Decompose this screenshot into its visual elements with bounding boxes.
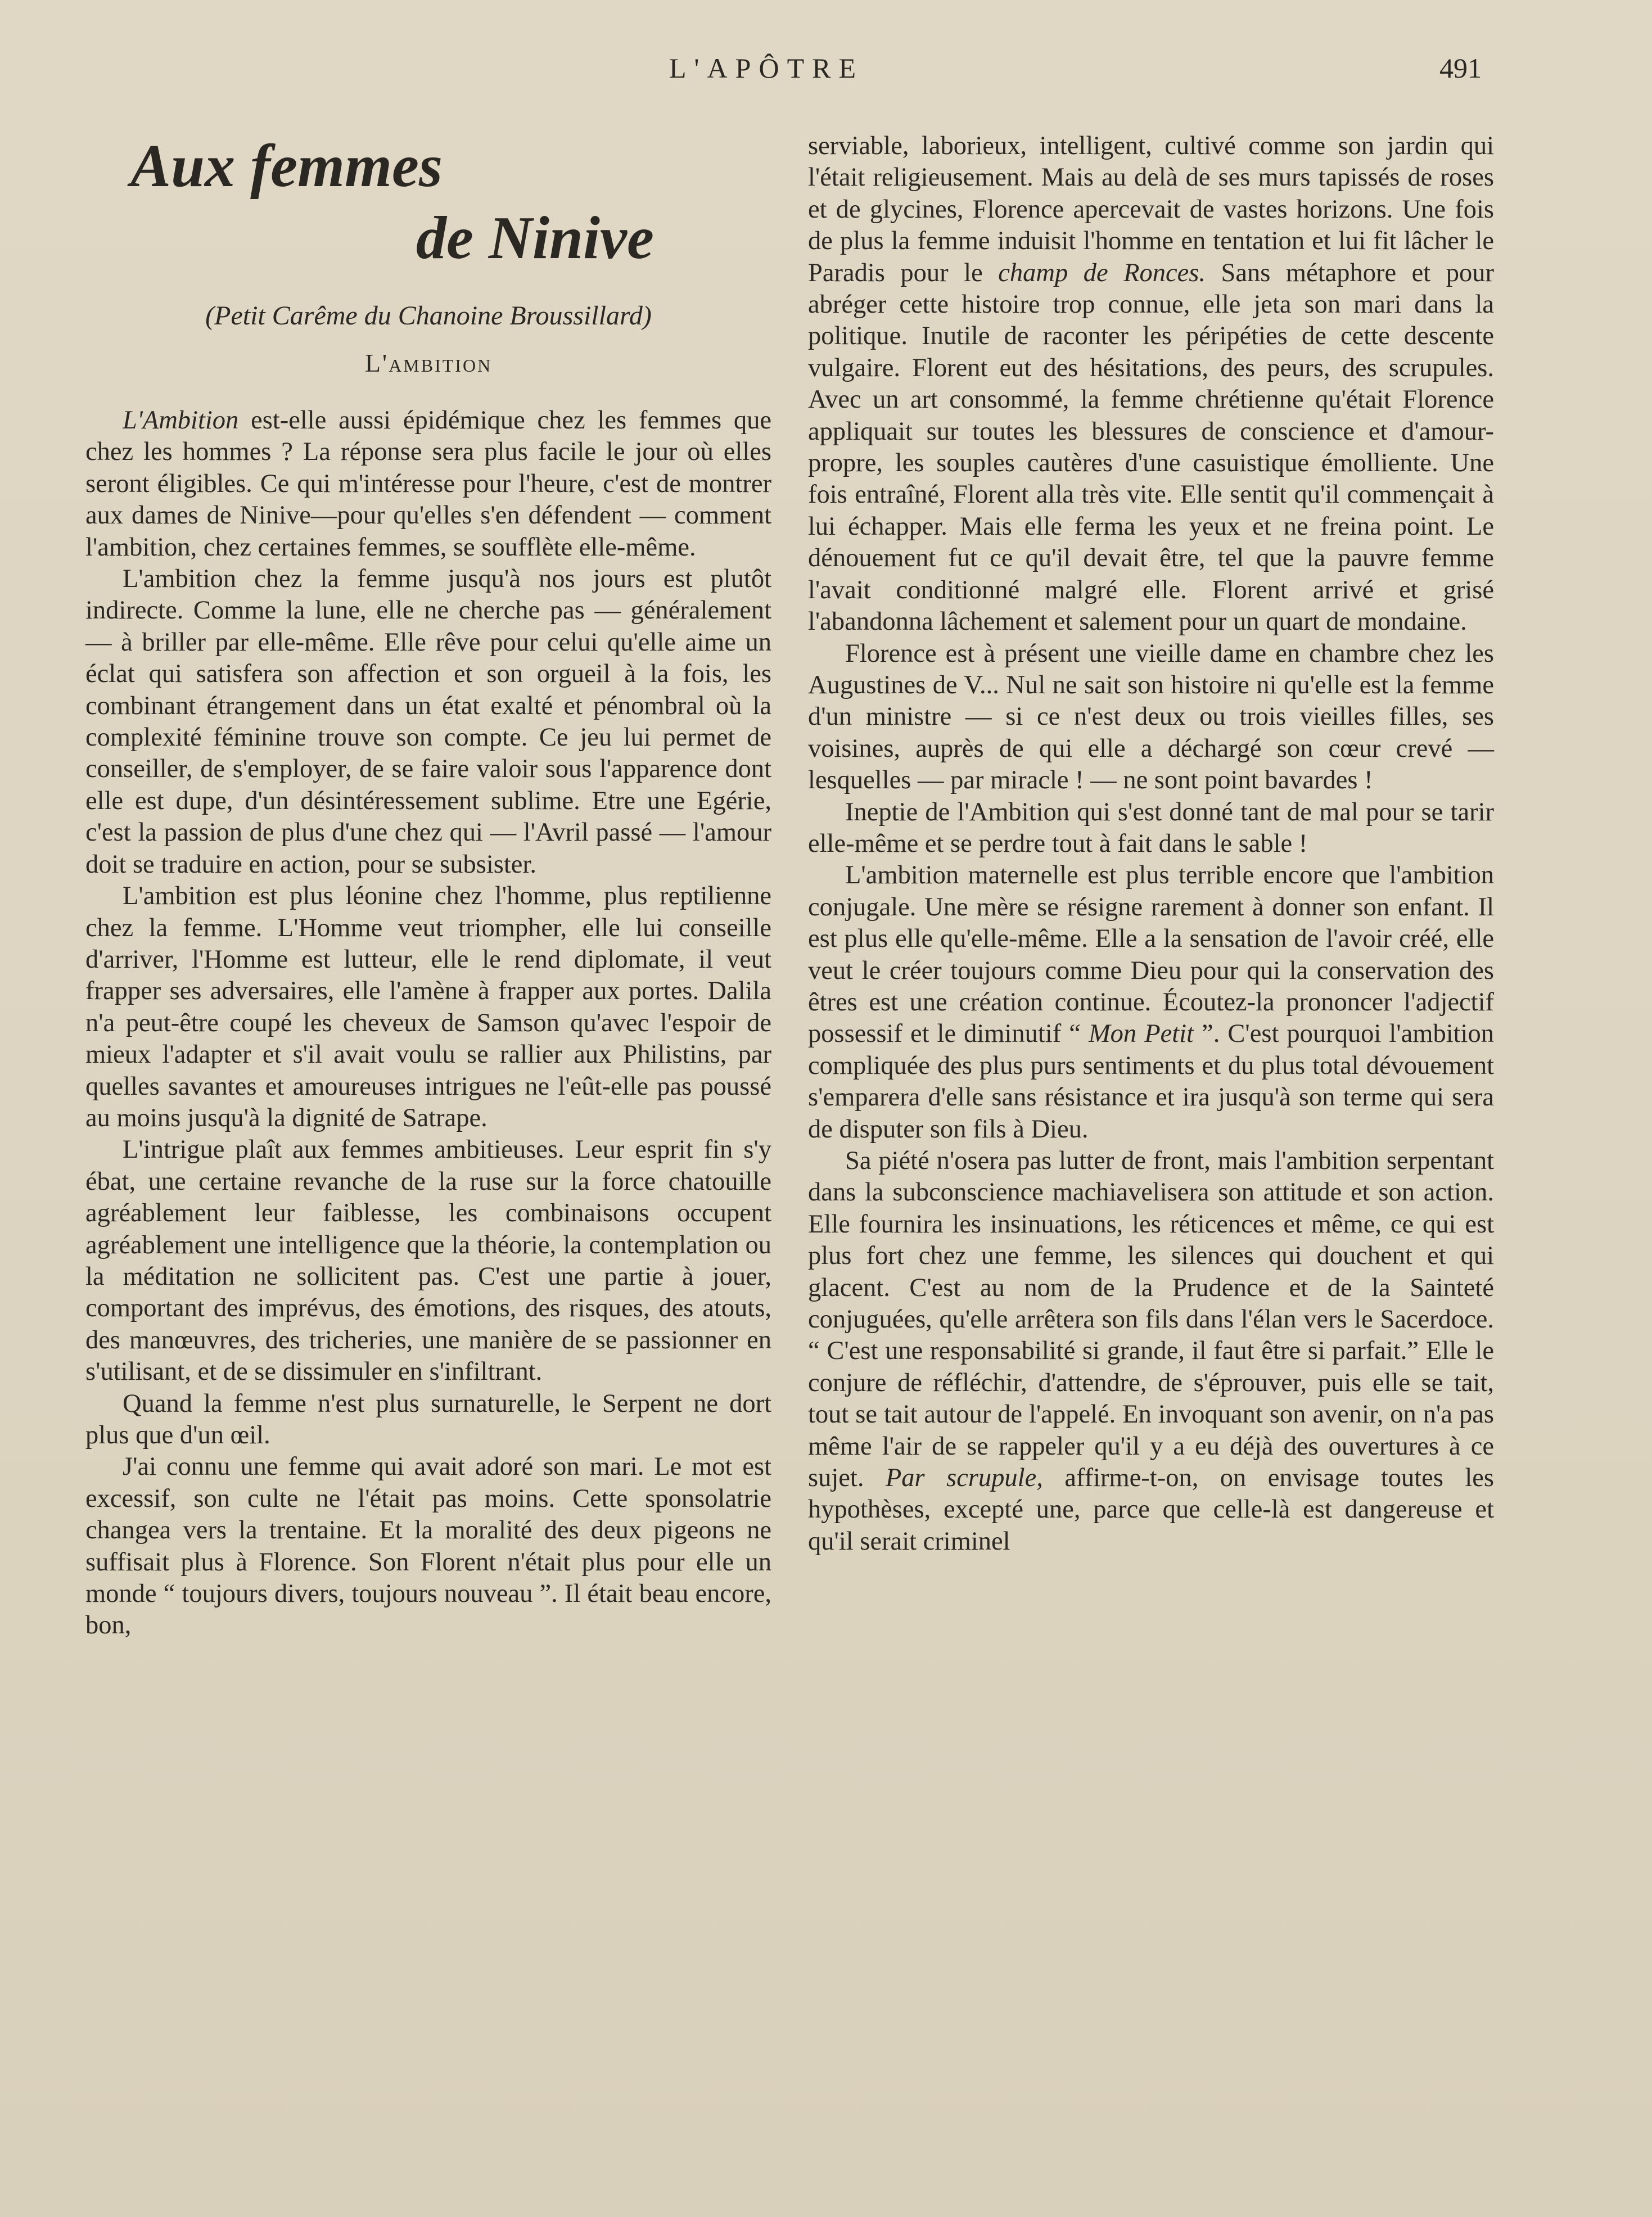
italic-term: L'Ambition <box>123 406 239 435</box>
article-title-line2: de Ninive <box>416 205 654 272</box>
paragraph: L'ambition chez la femme jusqu'à nos jours est plutôt indirecte. Comme la lune, elle ne cherche pas — généralement — à briller par elle-même. Elle rêve pour celui qu'elle aime un éclat qui satisfera son affection et son orgueil à la fois, les combinant étrangement dans un état exalté et pénombral où la complexité féminine trouve son compte. Ce jeu lui permet de conseiller, de s'employer, de se faire valoir sous l'apparence dont elle est dupe, d'un désintéressement sublime. Etre une Egérie, c'est la passion de plus d'une chez qui — l'Avril passé — l'amour doit se traduire en action, pour se subsister. <box>85 565 771 879</box>
paragraph: L'ambition est plus léonine chez l'homme, plus reptilienne chez la femme. L'Homme veut triompher, elle lui conseille d'arriver, l'Homme est lutteur, elle le rend diplomate, il veut frapper ses adversaires, elle l'amène à frapper aux portes. Dalila n'a peut-être coupé les cheveux de Samson qu'avec l'espoir de mieux l'adapter et s'il avait voulu se rallier aux Philistins, par quelles savantes et amoureuses intrigues ne l'eût-elle pas poussé au moins jusqu'à la dignité de Satrape. <box>85 882 771 1132</box>
paragraph <box>808 860 1494 1145</box>
paragraph-text: Sa piété n'osera pas lutter de front, mais l'ambition serpentant dans la subconscience machiavelisera son attitude et son action. Elle fournira les insinuations, les réticences et même, ce qui est plus fort chez une femme, les silences qui douchent et qui glacent. C'est au nom de la Prudence et de la Sainteté conjuguées, qu'elle arrêtera son fils dans l'élan vers le Sacerdoce. “ C'est une responsabilité si grande, il faut être si parfait.” Elle le conjure de réfléchir, d'attendre, de s'éprouver, puis elle se tait, tout se tait autour de l'appelé. En invoquant son avenir, on n'a pas même l'air de se rappeler qu'il y a eu déjà des ouvertures à ce sujet. <box>808 1146 1494 1493</box>
paragraph-text: Sans métaphore et pour abréger cette histoire trop connue, elle jeta son mari dans la politique. Inutile de raconter les péripéties de cette descente vulgaire. Florent eut des hésitations, des peurs, des scrupules. Avec un art consommé, la femme chrétienne qu'était Florence appliquait sur toutes les blessures de conscience et d'amour-propre, les souples cautères d'une casuistique émolliente. Une fois entraîné, Florent alla très vite. Elle sentit qu'il commençait à lui échapper. Mais elle ferma les yeux et ne freina point. Le dénouement fut ce qu'il devait être, tel que la pauvre femme l'avait conditionné malgré elle. Florent arrivé et grisé l'abandonna lâchement et salement pour un quart de mondaine. <box>808 258 1494 636</box>
running-head: L'APÔTRE <box>669 52 864 84</box>
article-title-line1: Aux femmes <box>130 133 443 200</box>
page-number: 491 <box>1439 52 1482 84</box>
paragraph <box>85 405 771 563</box>
right-column <box>808 130 1494 1557</box>
paragraph <box>808 130 1494 638</box>
paragraph: Ineptie de l'Ambition qui s'est donné tant de mal pour se tarir elle-même et se perdre tout à fait dans le sable ! <box>808 797 1494 858</box>
paragraph-text: serviable, laborieux, intelligent, cultivé comme son jardin qui l'était religieusement. Mais au delà de ses murs tapissés de roses et de glycines, Florence apercevait de vastes horizons. Une fois de plus la femme induisit l'homme en tentation et lui fit lâcher le Paradis pour le <box>808 132 1494 287</box>
paragraph-text: ”. C'est pourquoi l'ambition compliquée des plus purs sentiments et du plus total dévouement s'emparera d'elle sans résistance et ira jusqu'à son terme qui sera de disputer son fils à Dieu. <box>808 1019 1494 1144</box>
paragraph-text: L'ambition maternelle est plus terrible encore que l'ambition conjugale. Une mère se résigne rarement à donner son enfant. Il est plus elle qu'elle-même. Elle a la sensation de l'avoir créé, elle veut le créer toujours comme Dieu pour qui la conservation des êtres est une création continue. Écoutez-la prononcer l'adjectif possessif et le diminutif “ <box>808 861 1494 1049</box>
paragraph-text: affirme-t-on, on envisage toutes les hypothèses, excepté une, parce que celle-là est dangereuse et qu'il serait criminel <box>808 1464 1495 1556</box>
italic-term: Par scrupule, <box>885 1464 1043 1493</box>
italic-term: Mon Petit <box>1088 1019 1194 1049</box>
article-subtitle: (Petit Carême du Chanoine Broussillard) <box>205 301 652 331</box>
left-column <box>85 130 771 1642</box>
paragraph-text: est-elle aussi épidémique chez les femmes que chez les hommes ? La réponse sera plus facile le jour où elles seront éligibles. Ce qui m'intéresse pour l'heure, c'est de montrer aux dames de Ninive—pour qu'elles s'en défendent — comment l'ambition, chez certaines femmes, se soufflète elle-même. <box>85 406 771 562</box>
paragraph: Quand la femme n'est plus surnaturelle, le Serpent ne dort plus que d'un œil. <box>85 1389 771 1450</box>
paragraph: L'intrigue plaît aux femmes ambitieuses. Leur esprit fin s'y ébat, une certaine revanche de la ruse sur la force chatouille agréablement leur faiblesse, les combinaisons occupent agréablement une intelligence que la théorie, la contemplation ou la méditation ne sollicitent pas. C'est une partie à jouer, comportant des imprévus, des émotions, des risques, des atouts, des manœuvres, des tricheries, une manière de se passionner en s'utilisant, et de se dissimuler en s'infiltrant. <box>85 1135 771 1387</box>
paragraph <box>808 1145 1494 1557</box>
italic-term: champ de Ronces. <box>998 258 1206 287</box>
paragraph: Florence est à présent une vieille dame en chambre chez les Augustines de V... Nul ne sait son histoire ni qu'elle est la femme d'un ministre — si ce n'est deux ou trois vieilles filles, ses voisines, auprès de qui elle a déchargé son cœur crevé — lesquelles — par miracle ! — ne sont point bavardes ! <box>808 639 1494 795</box>
paragraph: J'ai connu une femme qui avait adoré son mari. Le mot est excessif, son culte ne l'était pas moins. Cette sponsolatrie changea vers la trentaine. Et la moralité des deux pigeons ne suffisait plus à Florence. Son Florent n'était plus pour elle un monde “ toujours divers, toujours nouveau ”. Il était beau encore, bon, <box>85 1452 771 1640</box>
section-heading: L'ambition <box>364 349 493 377</box>
